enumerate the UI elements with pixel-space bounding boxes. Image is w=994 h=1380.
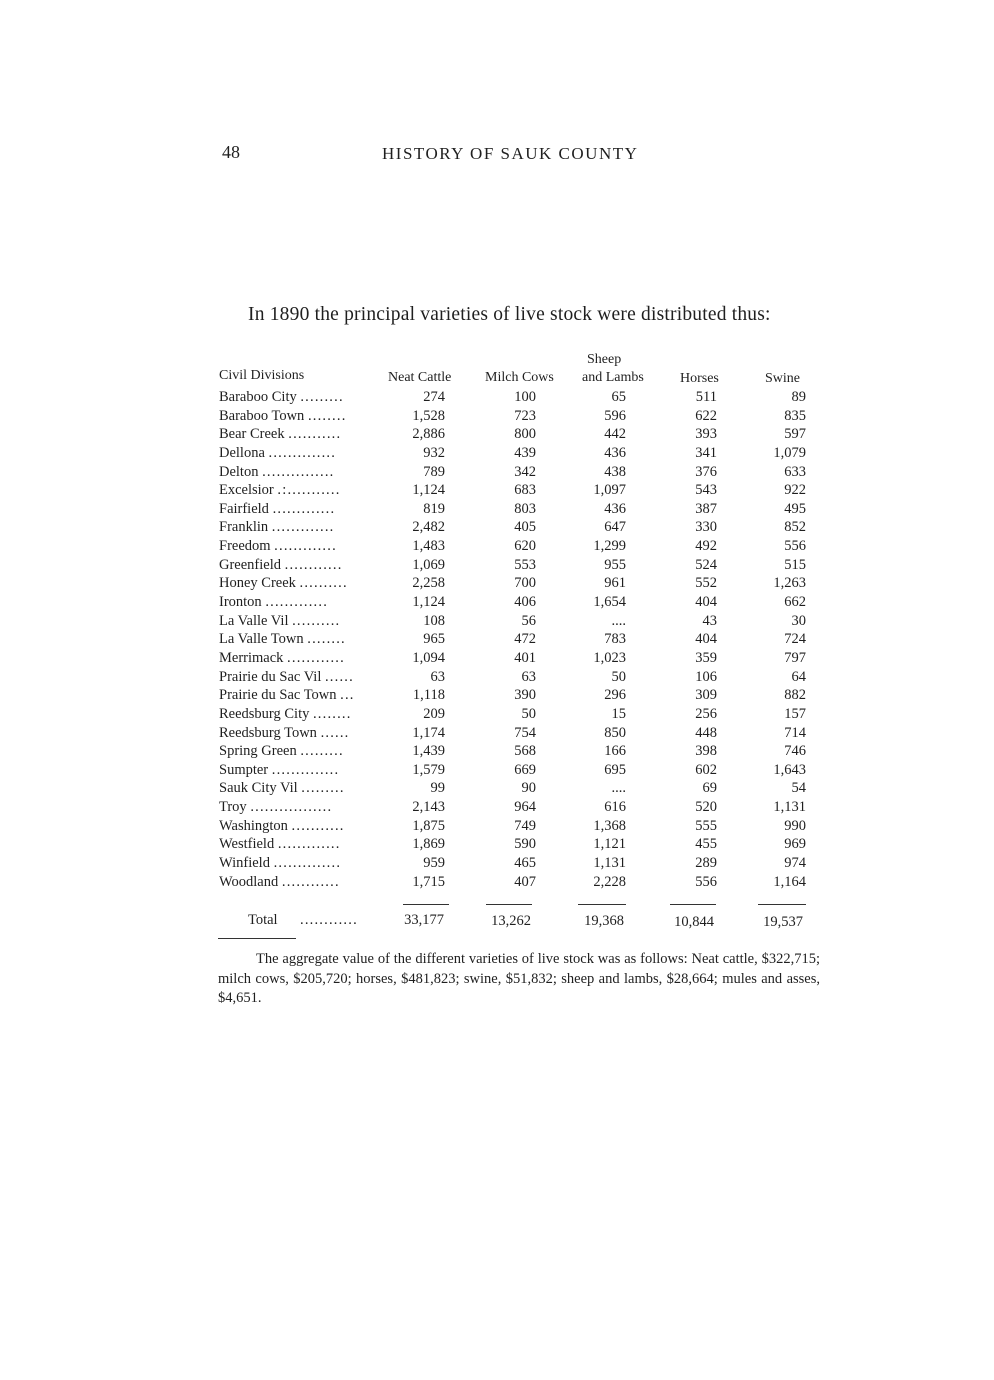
table-row [0, 779, 994, 798]
cell-horses: 555 [695, 817, 717, 834]
cell-milch-cows: 50 [521, 705, 536, 722]
leader-dots: ........... [291, 817, 345, 834]
cell-sheep-lambs: 166 [604, 743, 626, 760]
header-milch-cows: Milch Cows [485, 370, 554, 385]
cell-horses: 524 [695, 556, 717, 573]
cell-sheep-lambs: 647 [604, 519, 626, 536]
total-row [0, 912, 994, 932]
cell-sheep-lambs: 961 [604, 575, 626, 592]
total-sheep: 19,368 [584, 913, 624, 929]
cell-neat-cattle: 1,069 [412, 556, 445, 573]
cell-swine: 556 [784, 538, 806, 555]
cell-civil-division [219, 817, 393, 835]
leader-dots: ............ [284, 556, 343, 573]
cell-horses: 341 [695, 444, 717, 461]
cell-swine: 597 [784, 426, 806, 443]
cell-neat-cattle: 2,143 [412, 799, 445, 816]
cell-sheep-lambs: 2,228 [593, 873, 626, 890]
cell-swine: 662 [784, 594, 806, 611]
division-name: Spring Green [219, 743, 297, 760]
cell-sheep-lambs: 296 [604, 687, 626, 704]
leader-dots: ......... [300, 743, 344, 760]
cell-neat-cattle: 108 [423, 612, 445, 629]
cell-sheep-lambs: 1,299 [593, 538, 626, 555]
cell-horses: 69 [702, 780, 717, 797]
cell-sheep-lambs: 442 [604, 426, 626, 443]
cell-neat-cattle: 789 [423, 463, 445, 480]
table-row [0, 444, 994, 463]
leader-dots: ............ [300, 912, 358, 928]
table-row [0, 761, 994, 780]
cell-neat-cattle: 959 [423, 855, 445, 872]
cell-swine: 515 [784, 556, 806, 573]
cell-sheep-lambs: 436 [604, 500, 626, 517]
cell-sheep-lambs: 616 [604, 799, 626, 816]
cell-neat-cattle: 1,118 [412, 687, 445, 704]
cell-milch-cows: 407 [514, 873, 536, 890]
cell-civil-division [219, 612, 393, 630]
division-name: Woodland [219, 873, 279, 890]
footnote-paragraph: The aggregate value of the different varieties of live stock was as follows: Neat cattle, $322,715; milch cows, $205,720; horses, $481,823; swine, $51,832; sheep and lambs, $28,664; mules and asses, $4,651. [218, 951, 820, 1006]
cell-milch-cows: 553 [514, 556, 536, 573]
leader-dots: .............. [273, 855, 342, 872]
division-name: Franklin [219, 519, 269, 536]
cell-swine: 64 [791, 668, 806, 685]
cell-horses: 622 [695, 407, 717, 424]
cell-sheep-lambs: 436 [604, 444, 626, 461]
table-row [0, 686, 994, 705]
header-neat-cattle: Neat Cattle [388, 370, 452, 385]
cell-neat-cattle: 274 [423, 389, 445, 405]
cell-horses: 543 [695, 482, 717, 499]
cell-sheep-lambs: 955 [604, 556, 626, 573]
cell-milch-cows: 590 [514, 836, 536, 853]
header-sheep-line2: and Lambs [582, 370, 644, 385]
cell-sheep-lambs: 596 [604, 407, 626, 424]
division-name: Troy [219, 799, 247, 816]
header-sheep-line1: Sheep [587, 352, 622, 367]
cell-milch-cows: 406 [514, 594, 536, 611]
leader-dots: ......... [301, 780, 345, 797]
table-row [0, 537, 994, 556]
table-row [0, 481, 994, 500]
leader-dots: .............. [268, 444, 337, 461]
total-milch-cows: 13,262 [491, 913, 531, 929]
leader-dots: ............ [281, 873, 340, 890]
total-horses: 10,844 [674, 914, 714, 930]
cell-civil-division [219, 500, 393, 518]
cell-neat-cattle: 2,886 [412, 426, 445, 443]
total-neat-cattle: 33,177 [404, 912, 444, 928]
cell-milch-cows: 401 [514, 649, 536, 666]
cell-neat-cattle: 63 [430, 668, 445, 685]
cell-neat-cattle: 2,482 [412, 519, 445, 536]
cell-swine: 54 [791, 780, 806, 797]
cell-neat-cattle: 2,258 [412, 575, 445, 592]
division-name: Prairie du Sac Town [219, 687, 337, 704]
cell-swine: 1,643 [773, 761, 806, 778]
cell-milch-cows: 56 [521, 612, 536, 629]
total-rule [486, 904, 532, 905]
cell-swine: 30 [791, 612, 806, 629]
division-name: Reedsburg Town [219, 724, 317, 741]
division-name: Sauk City Vil [219, 780, 298, 797]
leader-dots: ... [340, 687, 355, 704]
cell-civil-division [219, 761, 393, 779]
cell-swine: 1,079 [773, 444, 806, 461]
cell-horses: 289 [695, 855, 717, 872]
table-row [0, 593, 994, 612]
division-name: Excelsior [219, 482, 274, 499]
cell-civil-division [219, 593, 393, 611]
division-name: Washington [219, 817, 288, 834]
cell-civil-division [219, 798, 393, 816]
cell-neat-cattle: 1,094 [412, 649, 445, 666]
cell-horses: 330 [695, 519, 717, 536]
division-name: Baraboo Town [219, 407, 305, 424]
cell-swine: 974 [784, 855, 806, 872]
cell-swine: 852 [784, 519, 806, 536]
cell-civil-division [219, 779, 393, 797]
cell-neat-cattle: 1,528 [412, 407, 445, 424]
leader-dots: ............. [265, 594, 329, 611]
cell-horses: 43 [702, 612, 717, 629]
cell-civil-division [219, 556, 393, 574]
cell-civil-division [219, 481, 393, 499]
cell-horses: 404 [695, 631, 717, 648]
header-horses: Horses [680, 371, 719, 386]
leader-dots: ........ [312, 705, 352, 722]
intro-sentence: In 1890 the principal varieties of live stock were distributed thus: [248, 304, 771, 325]
cell-civil-division [219, 742, 393, 760]
division-name: Westfield [219, 836, 275, 853]
cell-civil-division [219, 518, 393, 536]
table-row [0, 612, 994, 631]
cell-horses: 387 [695, 500, 717, 517]
cell-swine: 882 [784, 687, 806, 704]
division-name: Greenfield [219, 556, 281, 573]
cell-sheep-lambs: .... [611, 612, 626, 629]
cell-horses: 359 [695, 649, 717, 666]
table-row [0, 574, 994, 593]
cell-swine: 1,131 [773, 799, 806, 816]
cell-milch-cows: 700 [514, 575, 536, 592]
division-name: Honey Creek [219, 575, 296, 592]
cell-swine: 724 [784, 631, 806, 648]
cell-sheep-lambs: 1,097 [593, 482, 626, 499]
division-name: Delton [219, 463, 259, 480]
table-row [0, 649, 994, 668]
table-row [0, 407, 994, 426]
cell-swine: 495 [784, 500, 806, 517]
leader-dots: ............... [262, 463, 335, 480]
total-rule [758, 904, 806, 905]
cell-milch-cows: 465 [514, 855, 536, 872]
cell-civil-division [219, 574, 393, 592]
cell-neat-cattle: 819 [423, 500, 445, 517]
cell-civil-division [219, 425, 393, 443]
table-row [0, 798, 994, 817]
leader-dots: ............. [272, 500, 336, 517]
cell-civil-division [219, 388, 393, 406]
cell-civil-division [219, 630, 393, 648]
leader-dots: ...... [320, 724, 350, 741]
cell-horses: 404 [695, 594, 717, 611]
cell-neat-cattle: 1,875 [412, 817, 445, 834]
cell-swine: 969 [784, 836, 806, 853]
cell-horses: 520 [695, 799, 717, 816]
table-row [0, 518, 994, 537]
cell-sheep-lambs: 15 [611, 705, 626, 722]
cell-milch-cows: 390 [514, 687, 536, 704]
cell-milch-cows: 342 [514, 463, 536, 480]
cell-horses: 376 [695, 463, 717, 480]
cell-milch-cows: 749 [514, 817, 536, 834]
cell-swine: 633 [784, 463, 806, 480]
division-name: Freedom [219, 538, 271, 555]
division-name: Dellona [219, 444, 265, 461]
division-name: Merrimack [219, 649, 284, 666]
cell-milch-cows: 472 [514, 631, 536, 648]
cell-civil-division [219, 854, 393, 872]
cell-neat-cattle: 1,124 [412, 594, 445, 611]
cell-neat-cattle: 932 [423, 444, 445, 461]
cell-horses: 256 [695, 705, 717, 722]
division-name: Ironton [219, 594, 262, 611]
cell-horses: 511 [695, 389, 717, 405]
table-row [0, 463, 994, 482]
cell-swine: 746 [784, 743, 806, 760]
cell-civil-division [219, 444, 393, 462]
table-row [0, 835, 994, 854]
cell-neat-cattle: 1,579 [412, 761, 445, 778]
cell-milch-cows: 620 [514, 538, 536, 555]
cell-sheep-lambs: 1,654 [593, 594, 626, 611]
cell-civil-division [219, 407, 393, 425]
cell-swine: 797 [784, 649, 806, 666]
cell-sheep-lambs: 1,368 [593, 817, 626, 834]
header-civil-divisions: Civil Divisions [219, 368, 305, 383]
header-swine: Swine [765, 371, 800, 386]
cell-horses: 309 [695, 687, 717, 704]
table-row [0, 500, 994, 519]
cell-neat-cattle: 209 [423, 705, 445, 722]
table-row [0, 724, 994, 743]
division-name: Baraboo City [219, 389, 297, 405]
division-name: La Valle Vil [219, 612, 289, 629]
cell-civil-division [219, 705, 393, 723]
leader-dots: .............. [271, 761, 340, 778]
division-name: La Valle Town [219, 631, 304, 648]
cell-horses: 448 [695, 724, 717, 741]
total-rule [670, 904, 716, 905]
table-row [0, 705, 994, 724]
cell-milch-cows: 723 [514, 407, 536, 424]
leader-dots: .......... [299, 575, 348, 592]
cell-milch-cows: 63 [521, 668, 536, 685]
cell-neat-cattle: 1,715 [412, 873, 445, 890]
cell-sheep-lambs: 1,131 [593, 855, 626, 872]
cell-sheep-lambs: 438 [604, 463, 626, 480]
cell-neat-cattle: 1,174 [412, 724, 445, 741]
leader-dots: ............. [271, 519, 335, 536]
cell-neat-cattle: 1,439 [412, 743, 445, 760]
leader-dots: ................. [250, 799, 333, 816]
cell-swine: 990 [784, 817, 806, 834]
cell-horses: 393 [695, 426, 717, 443]
division-name: Bear Creek [219, 426, 285, 443]
total-rule [403, 904, 449, 905]
cell-swine: 89 [791, 389, 806, 405]
division-name: Fairfield [219, 500, 269, 517]
table-row [0, 873, 994, 892]
cell-sheep-lambs: 695 [604, 761, 626, 778]
cell-civil-division [219, 873, 393, 891]
running-head: HISTORY OF SAUK COUNTY [382, 144, 639, 163]
cell-sheep-lambs: 65 [611, 389, 626, 405]
leader-dots: ........ [307, 631, 346, 648]
cell-neat-cattle: 1,483 [412, 538, 445, 555]
cell-milch-cows: 568 [514, 743, 536, 760]
leader-dots: ......... [300, 389, 344, 405]
cell-horses: 492 [695, 538, 717, 555]
cell-milch-cows: 405 [514, 519, 536, 536]
cell-sheep-lambs: 850 [604, 724, 626, 741]
cell-civil-division [219, 537, 393, 555]
division-name: Prairie du Sac Vil [219, 668, 322, 685]
cell-horses: 602 [695, 761, 717, 778]
cell-sheep-lambs: 783 [604, 631, 626, 648]
table-row [0, 388, 994, 407]
table-row [0, 668, 994, 687]
cell-milch-cows: 803 [514, 500, 536, 517]
leader-dots: .......... [292, 612, 341, 629]
leader-dots: ...... [324, 668, 354, 685]
table-body [0, 388, 994, 891]
cell-swine: 157 [784, 705, 806, 722]
cell-neat-cattle: 965 [423, 631, 445, 648]
cell-sheep-lambs: .... [611, 780, 626, 797]
table-row [0, 854, 994, 873]
cell-milch-cows: 439 [514, 444, 536, 461]
division-name: Reedsburg City [219, 705, 310, 722]
leader-dots: ............ [287, 649, 345, 666]
cell-milch-cows: 800 [514, 426, 536, 443]
leader-dots: ........... [288, 426, 342, 443]
cell-civil-division [219, 686, 393, 704]
table-row [0, 742, 994, 761]
leader-dots: ........ [307, 407, 347, 424]
cell-sheep-lambs: 1,023 [593, 649, 626, 666]
cell-swine: 1,263 [773, 575, 806, 592]
table-row [0, 425, 994, 444]
cell-civil-division [219, 649, 393, 667]
cell-neat-cattle: 1,124 [412, 482, 445, 499]
leader-dots: .:........... [277, 482, 341, 499]
cell-milch-cows: 90 [521, 780, 536, 797]
total-swine: 19,537 [763, 914, 803, 930]
table-row [0, 817, 994, 836]
cell-neat-cattle: 1,869 [412, 836, 445, 853]
total-label: Total [248, 912, 278, 928]
cell-milch-cows: 964 [514, 799, 536, 816]
leader-dots: ............. [274, 538, 337, 555]
cell-swine: 835 [784, 407, 806, 424]
division-name: Sumpter [219, 761, 269, 778]
cell-swine: 1,164 [773, 873, 806, 890]
footnote-rule [218, 938, 296, 939]
cell-civil-division [219, 724, 393, 742]
division-name: Winfield [219, 855, 270, 872]
total-rule [578, 904, 626, 905]
cell-horses: 556 [695, 873, 717, 890]
cell-civil-division [219, 668, 393, 686]
cell-horses: 455 [695, 836, 717, 853]
cell-milch-cows: 100 [514, 389, 536, 405]
cell-civil-division [219, 835, 393, 853]
cell-sheep-lambs: 50 [611, 668, 626, 685]
cell-horses: 552 [695, 575, 717, 592]
cell-horses: 398 [695, 743, 717, 760]
leader-dots: ............. [277, 836, 341, 853]
cell-milch-cows: 669 [514, 761, 536, 778]
cell-swine: 714 [784, 724, 806, 741]
cell-civil-division [219, 463, 393, 481]
cell-swine: 922 [784, 482, 806, 499]
cell-neat-cattle: 99 [430, 780, 445, 797]
table-row [0, 630, 994, 649]
page-number: 48 [222, 142, 240, 162]
table-row [0, 556, 994, 575]
cell-milch-cows: 754 [514, 724, 536, 741]
cell-horses: 106 [695, 668, 717, 685]
cell-milch-cows: 683 [514, 482, 536, 499]
cell-sheep-lambs: 1,121 [593, 836, 626, 853]
